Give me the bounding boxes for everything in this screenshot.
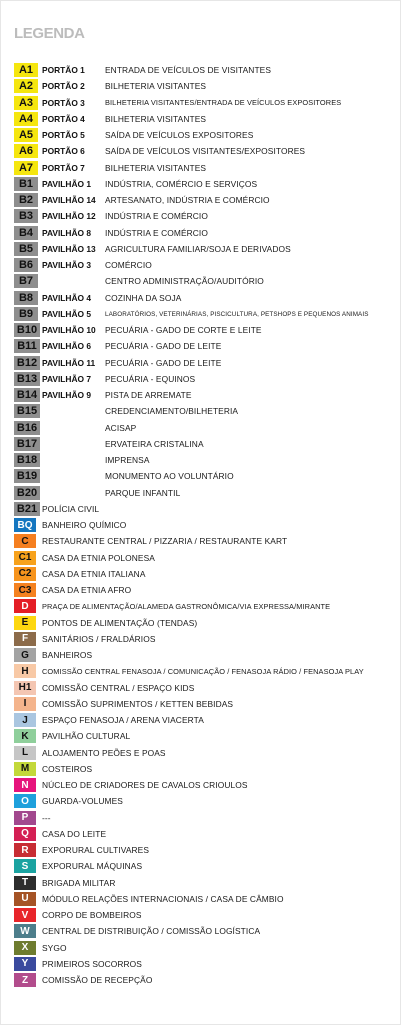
legend-place: PAVILHÃO 3 [42, 260, 92, 271]
legend-description: COMISSÃO CENTRAL / ESPAÇO KIDS [42, 682, 195, 693]
legend-description: AGRICULTURA FAMILIAR/SOJA E DERIVADOS [105, 243, 291, 254]
legend-row [14, 501, 399, 517]
legend-code-badge: U [14, 892, 36, 906]
legend-description: BANHEIRO QUÍMICO [42, 520, 127, 531]
legend-place: PAVILHÃO 5 [42, 308, 92, 319]
legend-code-badge: BQ [14, 518, 36, 532]
legend-row [14, 78, 399, 94]
legend-row [14, 322, 399, 338]
legend-description: COMISSÃO DE RECEPÇÃO [42, 975, 153, 986]
legend-description: IMPRENSA [105, 455, 150, 466]
legend-code-badge: A5 [14, 128, 38, 142]
legend-row [14, 907, 399, 923]
legend-code-badge: B18 [14, 453, 40, 467]
legend-place: PORTÃO 7 [42, 162, 85, 173]
legend-description: PECUÁRIA - GADO DE LEITE [105, 341, 222, 352]
legend-row [14, 420, 399, 436]
legend-code-badge: C [14, 534, 36, 548]
legend-code-badge: C3 [14, 583, 36, 597]
legend-code-badge: W [14, 924, 36, 938]
legend-description: BRIGADA MILITAR [42, 877, 116, 888]
legend-place: PAVILHÃO 6 [42, 341, 92, 352]
legend-place: PORTÃO 6 [42, 146, 85, 157]
legend-description: RESTAURANTE CENTRAL / PIZZARIA / RESTAURANTE KART [42, 536, 288, 547]
legend-row [14, 923, 399, 939]
legend-row [14, 468, 399, 484]
legend-code-badge: B9 [14, 307, 38, 321]
legend-row [14, 306, 399, 322]
legend-place: PAVILHÃO 14 [42, 195, 96, 206]
legend-row [14, 680, 399, 696]
legend-place: PAVILHÃO 9 [42, 390, 92, 401]
legend-row [14, 257, 399, 273]
legend-description: MONUMENTO AO VOLUNTÁRIO [105, 471, 234, 482]
legend-row [14, 143, 399, 159]
legend-code-badge: A1 [14, 63, 38, 77]
legend-row [14, 842, 399, 858]
legend-code-badge: Z [14, 973, 36, 987]
legend-code-badge: B11 [14, 339, 40, 353]
legend-row [14, 891, 399, 907]
legend-row [14, 387, 399, 403]
legend-description: BILHETERIA VISITANTES [105, 162, 207, 173]
legend-place: PORTÃO 4 [42, 113, 85, 124]
legend-description: EXPORURAL MÁQUINAS [42, 861, 143, 872]
legend-code-badge: O [14, 794, 36, 808]
legend-description: CASA DO LEITE [42, 828, 107, 839]
legend-row [14, 745, 399, 761]
legend-code-badge: A4 [14, 112, 38, 126]
legend-description: BILHETERIA VISITANTES [105, 81, 207, 92]
legend-description: ERVATEIRA CRISTALINA [105, 438, 204, 449]
legend-code-badge: B12 [14, 356, 40, 370]
legend-row [14, 810, 399, 826]
legend-code-badge: Y [14, 957, 36, 971]
legend-place: PORTÃO 1 [42, 65, 85, 76]
legend-code-badge: B13 [14, 372, 40, 386]
legend-row [14, 127, 399, 143]
legend-code-badge: K [14, 729, 36, 743]
legend-description: PAVILHÃO CULTURAL [42, 731, 131, 742]
legend-description: PONTOS DE ALIMENTAÇÃO (TENDAS) [42, 617, 198, 628]
legend-place: PAVILHÃO 4 [42, 292, 92, 303]
legend-description: CENTRAL DE DISTRIBUIÇÃO / COMISSÃO LOGÍSTICA [42, 926, 261, 937]
legend-description: CENTRO ADMINISTRAÇÃO/AUDITÓRIO [105, 276, 264, 287]
legend-description: COMISSÃO SUPRIMENTOS / KETTEN BEBIDAS [42, 698, 234, 709]
legend-code-badge: B10 [14, 323, 40, 337]
legend-code-badge: A7 [14, 161, 38, 175]
legend-description: ENTRADA DE VEÍCULOS DE VISITANTES [105, 65, 272, 76]
legend-code-badge: N [14, 778, 36, 792]
legend-description: PISTA DE ARREMATE [105, 390, 192, 401]
legend-code-badge: B6 [14, 258, 38, 272]
legend-row [14, 663, 399, 679]
legend-description: CASA DA ETNIA POLONESA [42, 552, 155, 563]
legend-place: PAVILHÃO 13 [42, 243, 96, 254]
legend-code-badge: F [14, 632, 36, 646]
legend-list [14, 62, 399, 988]
legend-row [14, 615, 399, 631]
legend-description: ALOJAMENTO PEÕES E POAS [42, 747, 166, 758]
legend-description: SYGO [42, 942, 67, 953]
legend-code-badge: B16 [14, 421, 40, 435]
legend-description: NÚCLEO DE CRIADORES DE CAVALOS CRIOULOS [42, 780, 248, 791]
legend-code-badge: P [14, 811, 36, 825]
legend-code-badge: C1 [14, 551, 36, 565]
legend-description: INDÚSTRIA, COMÉRCIO E SERVIÇOS [105, 178, 258, 189]
legend-description: PARQUE INFANTIL [105, 487, 181, 498]
legend-row [14, 728, 399, 744]
legend-code-badge: B15 [14, 404, 40, 418]
legend-code-badge: D [14, 599, 36, 613]
legend-row [14, 793, 399, 809]
legend-description: BILHETERIA VISITANTES/ENTRADA DE VEÍCULOS EXPOSITORES [105, 98, 342, 108]
legend-code-badge: B7 [14, 274, 38, 288]
legend-code-badge: B5 [14, 242, 38, 256]
legend-code-badge: C2 [14, 567, 36, 581]
legend-code-badge: B14 [14, 388, 40, 402]
legend-place: PORTÃO 3 [42, 97, 85, 108]
legend-row [14, 290, 399, 306]
legend-description: BANHEIROS [42, 650, 93, 661]
legend-code-badge: T [14, 876, 36, 890]
legend-code-badge: G [14, 648, 36, 662]
legend-code-badge: E [14, 616, 36, 630]
legend-code-badge: B19 [14, 469, 40, 483]
legend-description: MÓDULO RELAÇÕES INTERNACIONAIS / CASA DE CÂMBIO [42, 893, 284, 904]
legend-description: LABORATÓRIOS, VETERINÁRIAS, PISCICULTURA, PETSHOPS E PEQUENOS ANIMAIS [105, 310, 369, 318]
legend-row [14, 403, 399, 419]
legend-description: PRIMEIROS SOCORROS [42, 958, 142, 969]
legend-row [14, 533, 399, 549]
legend-row [14, 225, 399, 241]
legend-row [14, 192, 399, 208]
legend-description: BILHETERIA VISITANTES [105, 113, 207, 124]
legend-code-badge: V [14, 908, 36, 922]
legend-row [14, 826, 399, 842]
legend-row [14, 95, 399, 111]
legend-description: CASA DA ETNIA ITALIANA [42, 568, 146, 579]
legend-description: PECUÁRIA - GADO DE LEITE [105, 357, 222, 368]
legend-code-badge: S [14, 859, 36, 873]
legend-row [14, 371, 399, 387]
legend-description: SAÍDA DE VEÍCULOS VISITANTES/EXPOSITORES [105, 146, 306, 157]
legend-place: PAVILHÃO 7 [42, 373, 92, 384]
legend-row [14, 761, 399, 777]
legend-row [14, 485, 399, 501]
legend-description: PECUÁRIA - EQUINOS [105, 373, 196, 384]
legend-description: ARTESANATO, INDÚSTRIA E COMÉRCIO [105, 195, 270, 206]
legend-description: COZINHA DA SOJA [105, 292, 182, 303]
legend-code-badge: B3 [14, 209, 38, 223]
legend-row [14, 62, 399, 78]
legend-code-badge: A6 [14, 144, 38, 158]
legend-code-badge: H [14, 664, 36, 678]
legend-description: EXPORURAL CULTIVARES [42, 845, 150, 856]
legend-row [14, 631, 399, 647]
legend-row [14, 777, 399, 793]
legend-row [14, 858, 399, 874]
legend-code-badge: I [14, 697, 36, 711]
legend-code-badge: Q [14, 827, 36, 841]
legend-row [14, 582, 399, 598]
legend-description: SAÍDA DE VEÍCULOS EXPOSITORES [105, 130, 254, 141]
legend-row [14, 940, 399, 956]
legend-row [14, 452, 399, 468]
legend-row [14, 436, 399, 452]
legend-description: SANITÁRIOS / FRALDÁRIOS [42, 633, 156, 644]
legend-description: GUARDA-VOLUMES [42, 796, 123, 807]
legend-place: PAVILHÃO 10 [42, 325, 96, 336]
legend-code-badge: B8 [14, 291, 38, 305]
legend-code-badge: B2 [14, 193, 38, 207]
legend-row [14, 338, 399, 354]
legend-row [14, 241, 399, 257]
legend-place: PAVILHÃO 8 [42, 227, 92, 238]
legend-place: PORTÃO 5 [42, 130, 85, 141]
legend-description: ACISAP [105, 422, 137, 433]
legend-description: --- [42, 812, 51, 823]
legend-code-badge: J [14, 713, 36, 727]
legend-code-badge: B17 [14, 437, 40, 451]
legend-row [14, 875, 399, 891]
legend-row [14, 208, 399, 224]
legend-row [14, 647, 399, 663]
legend-row [14, 566, 399, 582]
legend-description: COMISSÃO CENTRAL FENASOJA / COMUNICAÇÃO / FENASOJA RÁDIO / FENASOJA PLAY [42, 666, 364, 676]
legend-description: CREDENCIAMENTO/BILHETERIA [105, 406, 239, 417]
legend-description: COSTEIROS [42, 763, 93, 774]
legend-row [14, 696, 399, 712]
legend-row [14, 176, 399, 192]
legend-code-badge: X [14, 941, 36, 955]
legend-row [14, 160, 399, 176]
legend-code-badge: A3 [14, 96, 38, 110]
legend-code-badge: R [14, 843, 36, 857]
legend-description: CORPO DE BOMBEIROS [42, 910, 142, 921]
legend-row [14, 111, 399, 127]
legend-description: PECUÁRIA - GADO DE CORTE E LEITE [105, 325, 262, 336]
legend-title: LEGENDA [14, 25, 85, 42]
legend-row [14, 598, 399, 614]
legend-description: COMÉRCIO [105, 260, 152, 271]
legend-code-badge: M [14, 762, 36, 776]
legend-place: PAVILHÃO 12 [42, 211, 96, 222]
legend-code-badge: B4 [14, 226, 38, 240]
legend-description: CASA DA ETNIA AFRO [42, 585, 132, 596]
legend-row [14, 355, 399, 371]
legend-place: PORTÃO 2 [42, 81, 85, 92]
legend-place: PAVILHÃO 11 [42, 357, 96, 368]
legend-description: INDÚSTRIA E COMÉRCIO [105, 211, 208, 222]
legend-description: INDÚSTRIA E COMÉRCIO [105, 227, 208, 238]
legend-code-badge: L [14, 746, 36, 760]
legend-row [14, 956, 399, 972]
legend-code-badge: H1 [14, 681, 36, 695]
legend-code-badge: A2 [14, 79, 38, 93]
legend-description: ESPAÇO FENASOJA / ARENA VIACERTA [42, 715, 204, 726]
legend-row [14, 273, 399, 289]
legend-place: PAVILHÃO 1 [42, 178, 92, 189]
legend-description: POLÍCIA CIVIL [42, 503, 100, 514]
legend-row [14, 972, 399, 988]
legend-row [14, 517, 399, 533]
legend-row [14, 550, 399, 566]
legend-code-badge: B1 [14, 177, 38, 191]
legend-row [14, 712, 399, 728]
legend-description: PRAÇA DE ALIMENTAÇÃO/ALAMEDA GASTRONÔMICA/VIA EXPRESSA/MIRANTE [42, 601, 331, 611]
legend-code-badge: B20 [14, 486, 40, 500]
legend-code-badge: B21 [14, 502, 40, 516]
